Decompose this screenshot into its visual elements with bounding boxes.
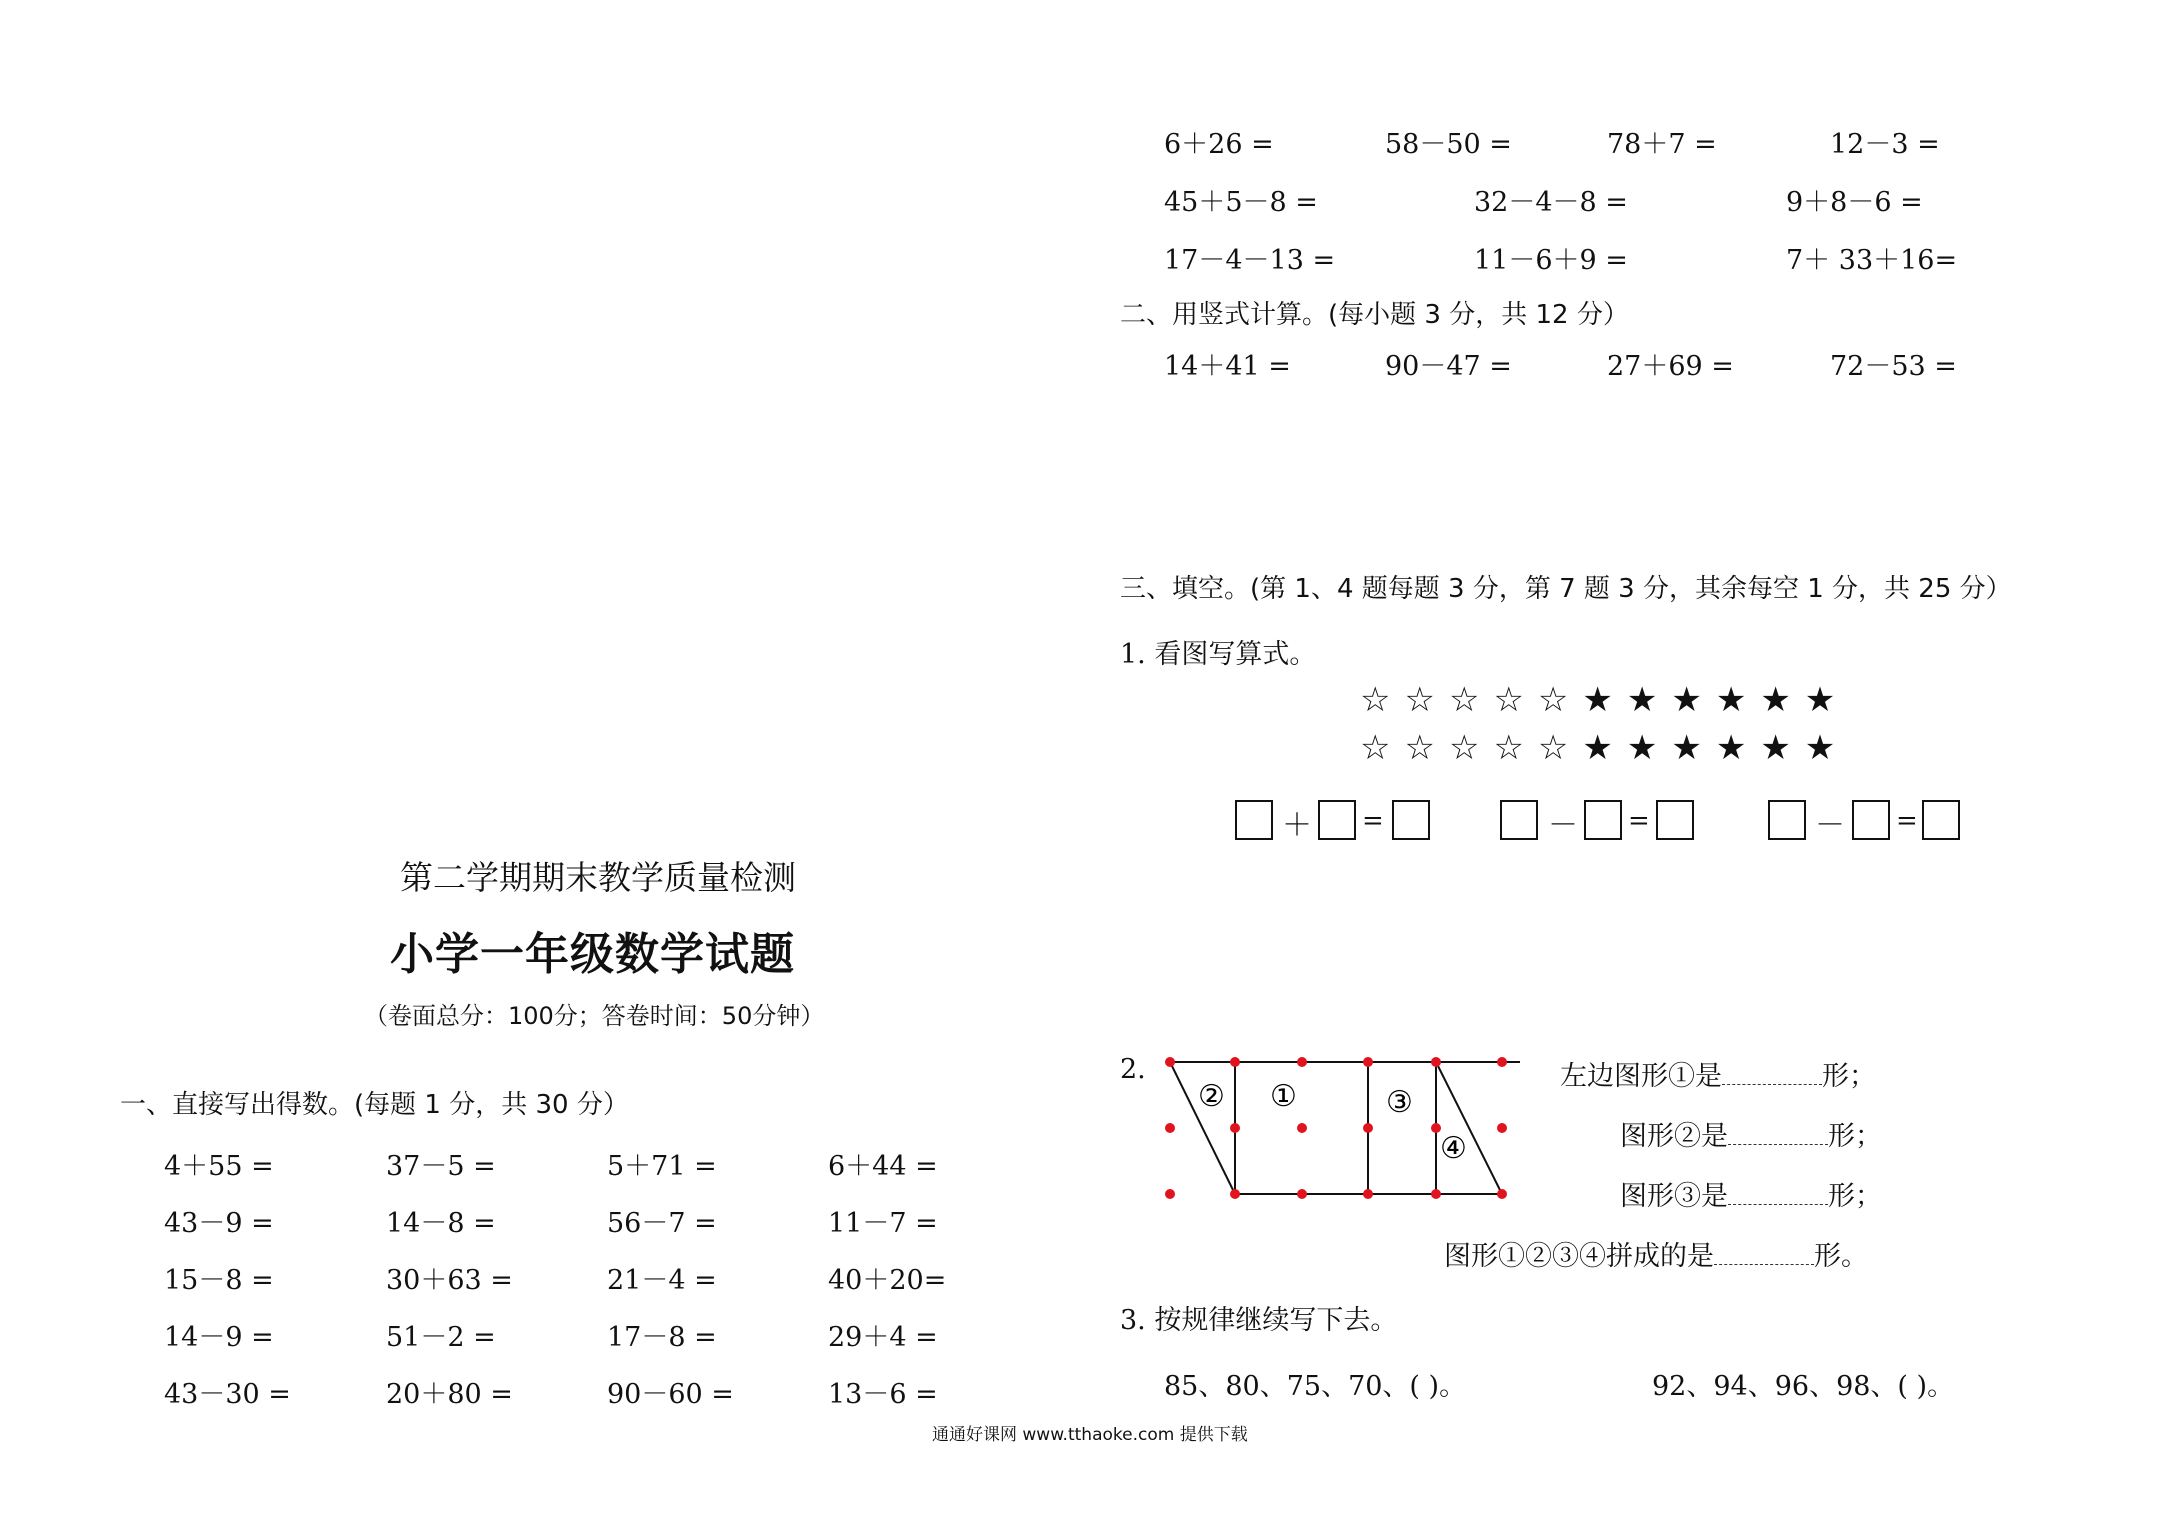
q2-line-suffix: 形；	[1822, 1061, 1876, 1092]
shape-label-4: ④	[1440, 1131, 1467, 1166]
calc-item: 14＋41 =	[1164, 351, 1291, 382]
shape-label-2: ②	[1198, 1079, 1225, 1114]
answer-box[interactable]	[1922, 800, 1960, 840]
shape-label-3: ③	[1386, 1085, 1413, 1120]
calc-item: 43－9 =	[164, 1208, 274, 1239]
q2-line-text: 左边图形①是	[1560, 1061, 1722, 1092]
q2-line-suffix: 形；	[1828, 1121, 1882, 1152]
equals-sign: =	[1628, 806, 1650, 836]
calc-item: 11－7 =	[828, 1208, 938, 1239]
calc-item: 14－8 =	[386, 1208, 496, 1239]
exam-note: （卷面总分：100分；答卷时间：50分钟）	[364, 1002, 825, 1030]
calc-item: 29＋4 =	[828, 1322, 938, 1353]
equals-sign: =	[1896, 806, 1918, 836]
calc-item: 32－4－8 =	[1474, 187, 1628, 218]
answer-box[interactable]	[1852, 800, 1890, 840]
q2-line-3	[1620, 1174, 1882, 1213]
section1-heading: 一、直接写出得数。(每题 1 分，共 30 分）	[120, 1090, 629, 1120]
answer-box[interactable]	[1392, 800, 1430, 840]
calc-item: 37－5 =	[386, 1151, 496, 1182]
calc-item: 72－53 =	[1830, 351, 1957, 382]
q2-line-suffix: 形。	[1814, 1241, 1868, 1272]
fill-blank[interactable]	[1722, 1064, 1822, 1085]
q3-sequence-2: 92、94、96、98、( )。	[1652, 1371, 1955, 1402]
plus-sign: ＋	[1282, 808, 1312, 843]
answer-box[interactable]	[1656, 800, 1694, 840]
calc-item: 43－30 =	[164, 1379, 291, 1410]
q2-line-text: 图形①②③④拼成的是	[1444, 1241, 1714, 1272]
star-row-2: ☆☆☆☆☆★★★★★★	[1360, 728, 1850, 768]
answer-box[interactable]	[1584, 800, 1622, 840]
calc-item: 12－3 =	[1830, 129, 1940, 160]
calc-item: 58－50 =	[1385, 129, 1512, 160]
fill-blank[interactable]	[1714, 1244, 1814, 1265]
section3-heading: 三、填空。(第 1、4 题每题 3 分，第 7 题 3 分，其余每空 1 分，共 25 分）	[1120, 574, 2012, 604]
calc-item: 45＋5－8 =	[1164, 187, 1318, 218]
calc-item: 90－47 =	[1385, 351, 1512, 382]
calc-item: 13－6 =	[828, 1379, 938, 1410]
calc-item: 78＋7 =	[1607, 129, 1717, 160]
section2-heading: 二、用竖式计算。(每小题 3 分，共 12 分）	[1120, 300, 1629, 330]
parallelogram-right-edge	[1436, 1062, 1502, 1194]
answer-box[interactable]	[1500, 800, 1538, 840]
q3-sequence-1: 85、80、75、70、( )。	[1164, 1371, 1467, 1402]
calc-item: 14－9 =	[164, 1322, 274, 1353]
answer-box[interactable]	[1235, 800, 1273, 840]
calc-item: 6＋26 =	[1164, 129, 1274, 160]
q2-label: 2.	[1120, 1054, 1146, 1085]
calc-item: 4＋55 =	[164, 1151, 274, 1182]
calc-item: 20＋80 =	[386, 1379, 513, 1410]
shape-dot-grid-figure	[1150, 1040, 1530, 1200]
calc-item: 11－6＋9 =	[1474, 245, 1628, 276]
shape-label-1: ①	[1270, 1079, 1297, 1114]
calc-item: 30＋63 =	[386, 1265, 513, 1296]
answer-box[interactable]	[1318, 800, 1356, 840]
calc-item: 7＋ 33＋16=	[1786, 245, 1958, 276]
q2-line-4	[1444, 1234, 1868, 1273]
calc-item: 15－8 =	[164, 1265, 274, 1296]
q2-line-suffix: 形；	[1828, 1181, 1882, 1212]
fill-blank[interactable]	[1728, 1184, 1828, 1205]
q2-line-2	[1620, 1114, 1882, 1153]
calc-item: 90－60 =	[607, 1379, 734, 1410]
calc-item: 17－4－13 =	[1164, 245, 1336, 276]
minus-sign: －	[1815, 808, 1845, 843]
calc-item: 56－7 =	[607, 1208, 717, 1239]
calc-item: 5＋71 =	[607, 1151, 717, 1182]
q2-line-text: 图形②是	[1620, 1121, 1728, 1152]
fill-blank[interactable]	[1728, 1124, 1828, 1145]
footer-source: 通通好课网 www.tthaoke.com 提供下载	[932, 1425, 1248, 1445]
calc-item: 21－4 =	[607, 1265, 717, 1296]
calc-item: 27＋69 =	[1607, 351, 1734, 382]
calc-item: 6＋44 =	[828, 1151, 938, 1182]
exam-subtitle: 第二学期期末教学质量检测	[400, 858, 796, 897]
q2-line-text: 图形③是	[1620, 1181, 1728, 1212]
answer-box[interactable]	[1768, 800, 1806, 840]
star-row-1: ☆☆☆☆☆★★★★★★	[1360, 680, 1850, 720]
equals-sign: =	[1362, 806, 1384, 836]
calc-item: 9＋8－6 =	[1786, 187, 1923, 218]
page-title: 小学一年级数学试题	[390, 929, 795, 980]
q3-label: 3. 按规律继续写下去。	[1120, 1305, 1398, 1336]
q1-label: 1. 看图写算式。	[1120, 639, 1317, 670]
calc-item: 40＋20=	[828, 1265, 947, 1296]
calc-item: 17－8 =	[607, 1322, 717, 1353]
q2-line-1	[1560, 1054, 1876, 1093]
calc-item: 51－2 =	[386, 1322, 496, 1353]
minus-sign: －	[1548, 808, 1578, 843]
